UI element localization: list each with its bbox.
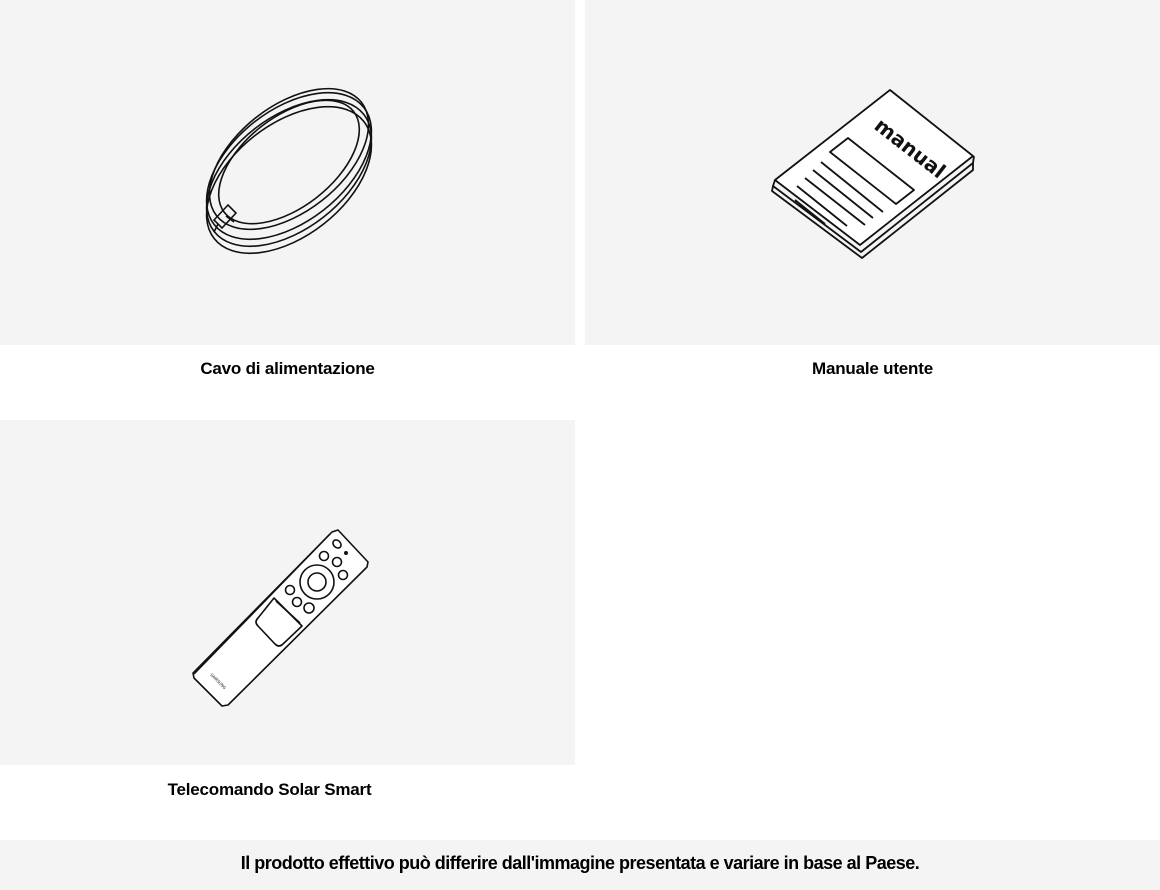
- power-cable-icon: [0, 0, 575, 345]
- user-manual-icon: [585, 0, 1160, 345]
- accessory-card-user-manual: [585, 0, 1160, 378]
- manual-cover-text: manual: [869, 113, 951, 184]
- accessory-card-power-cable: [0, 0, 575, 378]
- disclaimer-note: [0, 840, 1160, 890]
- accessory-image-user-manual: [585, 0, 1160, 345]
- disclaimer-text: Il prodotto effettivo può differire dall'immagine presentata e variare in base al Paese.: [240, 853, 920, 873]
- accessory-label: Manuale utente: [812, 359, 933, 378]
- solar-smart-remote-icon: [0, 420, 575, 765]
- remote-brand-text: SAMSUNG: [209, 672, 228, 691]
- accessory-label: Telecomando Solar Smart: [167, 780, 372, 799]
- accessory-card-remote: [0, 420, 575, 799]
- accessory-image-remote: [0, 420, 575, 765]
- accessory-label: Cavo di alimentazione: [200, 359, 375, 378]
- accessory-image-power-cable: [0, 0, 575, 345]
